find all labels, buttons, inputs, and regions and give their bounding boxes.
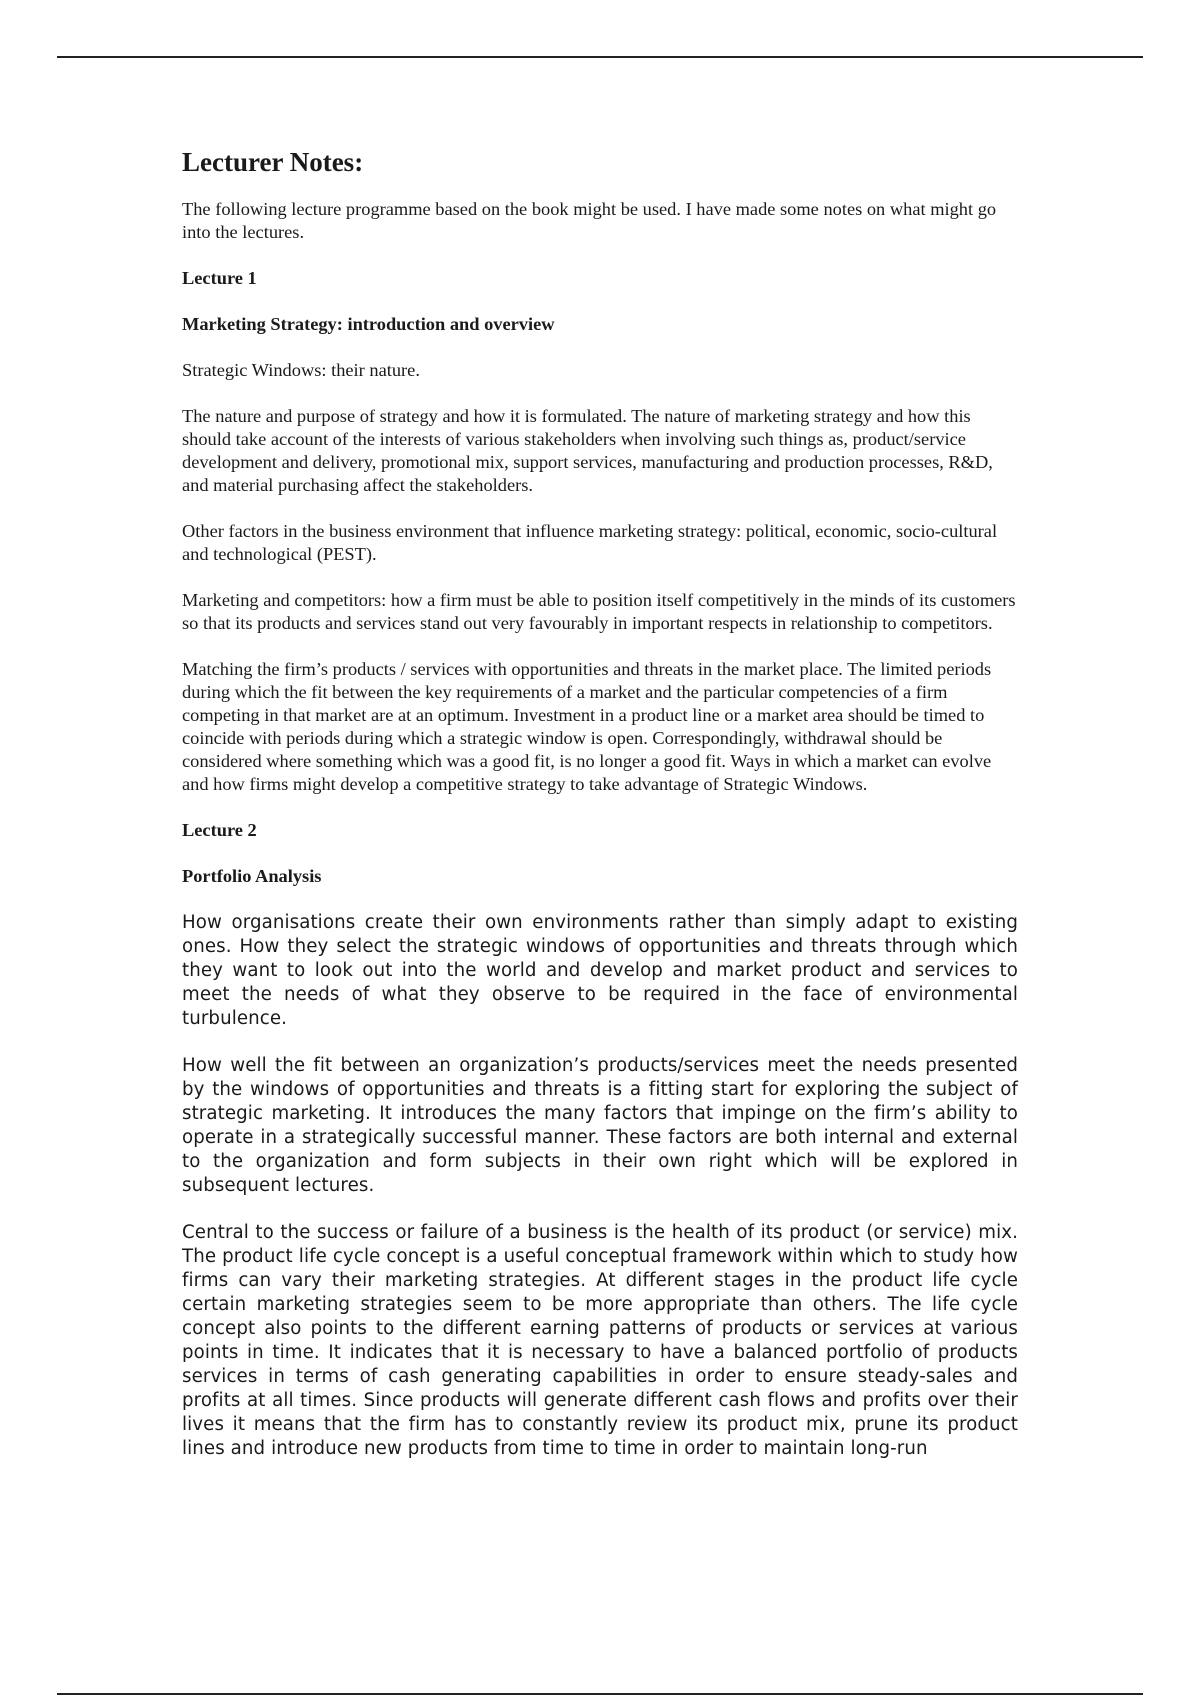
lecture-1-paragraph: Other factors in the business environment that influence marketing strategy: political, economic, socio-cultural and technological (PEST). [182, 521, 998, 565]
lecture-2-paragraph: How organisations create their own environments rather than simply adapt to existing ones. How they select the strategic windows of opportunities and threats through which they want to look out into the world and develop and market product and services to meet the needs of what they observe to be required in the face of environmental turbulence. [182, 912, 1018, 1030]
footer-rule [57, 1693, 1143, 1695]
lecture-2-paragraph: Central to the success or failure of a business is the health of its product (or service) mix. The product life cycle concept is a useful conceptual framework within which to study how firms can vary their marketing strategies. At different stages in the product life cycle certain marketing strategies seem to be more appropriate than others. The life cycle concept also points to the different earning patterns of products or services at various points in time. It indicates that it is necessary to have a balanced portfolio of products services in terms of cash generating capabilities in order to ensure steady-sales and profits at all times. Since products will generate different cash flows and profits over their lives it means that the firm has to constantly review its product mix, prune its product lines and introduce new products from time to time in order to maintain long-run [182, 1222, 1018, 1460]
lecture-1-label: Lecture 1 [182, 268, 257, 289]
lecture-2-label: Lecture 2 [182, 820, 257, 841]
lecture-2-paragraph: How well the fit between an organization’s products/services meet the needs presented by the windows of opportunities and threats is a fitting start for exploring the subject of strategic marketing. It introduces the many factors that impinge on the firm’s ability to operate in a strategically successful manner. These factors are both internal and external to the organization and form subjects in their own right which will be explored in subsequent lectures. [182, 1055, 1018, 1197]
lecture-1-heading: Marketing Strategy: introduction and overview [182, 314, 555, 335]
header-rule [57, 56, 1143, 58]
intro-paragraph: The following lecture programme based on the book might be used. I have made some notes on what might go into the lectures. [182, 199, 997, 243]
lecture-1-paragraph: The nature and purpose of strategy and how it is formulated. The nature of marketing strategy and how this should take account of the interests of various stakeholders when involving such things as, product/service development and delivery, promotional mix, support services, manufacturing and production processes, R&D, and material purchasing affect the stakeholders. [182, 406, 993, 496]
lecture-1-paragraph: Marketing and competitors: how a firm must be able to position itself competitively in the minds of its customers so that its products and services stand out very favourably in important respects in relationship to competitors. [182, 590, 1016, 634]
lecture-1-paragraph: Strategic Windows: their nature. [182, 360, 420, 381]
page-title: Lecturer Notes: [182, 147, 364, 177]
document-body [182, 146, 1018, 1484]
lecture-2-heading: Portfolio Analysis [182, 866, 322, 887]
lecture-1-paragraph: Matching the firm’s products / services with opportunities and threats in the market place. The limited periods during which the fit between the key requirements of a market and the particular competencies of a firm competing in that market are at an optimum. Investment in a product line or a market area should be timed to coincide with periods during which a strategic window is open. Correspondingly, withdrawal should be considered where something which was a good fit, is no longer a good fit. Ways in which a market can evolve and how firms might develop a competitive strategy to take advantage of Strategic Windows. [182, 659, 992, 795]
